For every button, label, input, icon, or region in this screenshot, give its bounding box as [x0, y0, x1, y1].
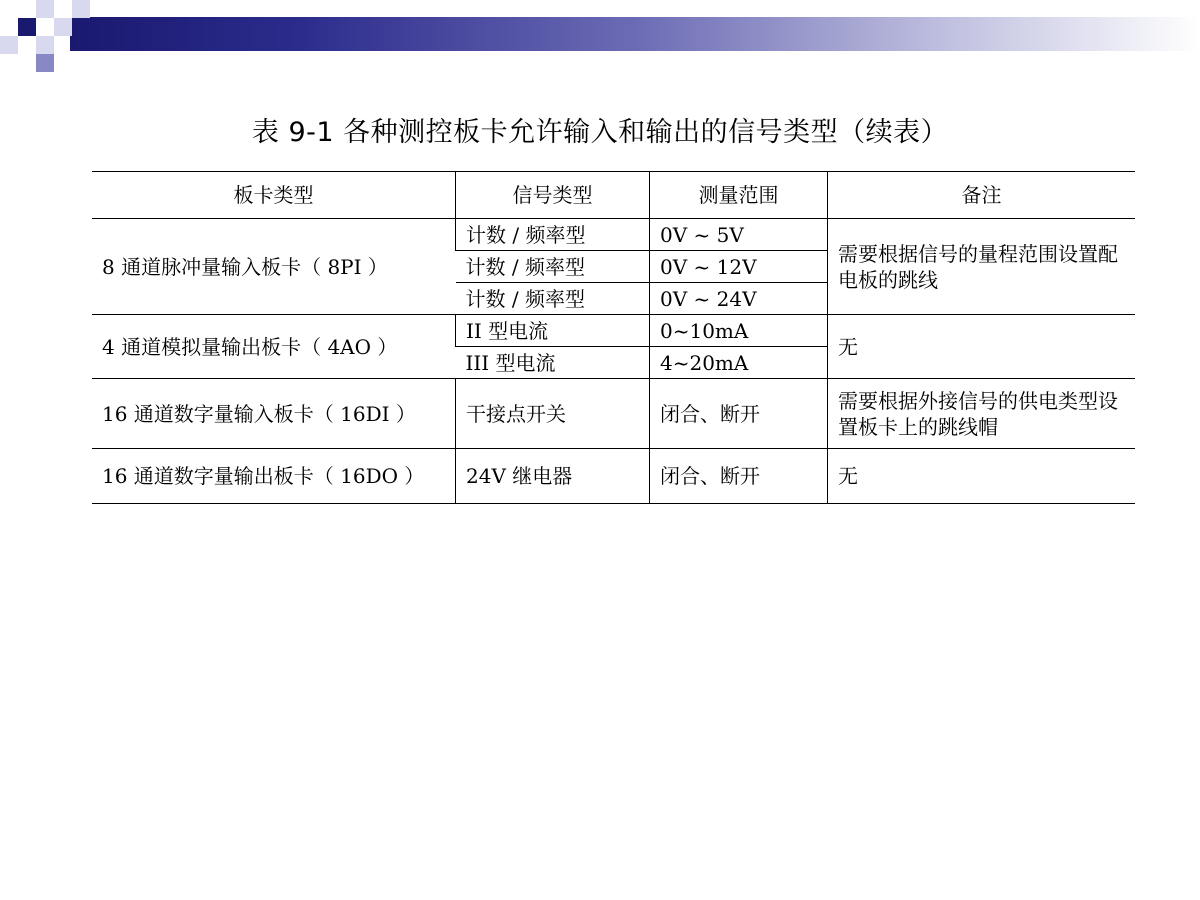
signal-cell: III 型电流: [456, 347, 650, 379]
decor-square: [72, 0, 90, 18]
header-board-type: 板卡类型: [92, 172, 456, 219]
decor-square: [36, 0, 54, 18]
decor-square: [36, 54, 54, 72]
decor-square: [0, 36, 18, 54]
decor-square: [18, 18, 36, 36]
table-row: [92, 315, 1135, 347]
header-range: 测量范围: [650, 172, 828, 219]
table-header-row: [92, 172, 1135, 219]
table-row: [92, 449, 1135, 504]
signal-cell: 计数 / 频率型: [456, 251, 650, 283]
remarks-cell: 需要根据外接信号的供电类型设置板卡上的跳线帽: [828, 379, 1136, 449]
signal-cell: 干接点开关: [456, 379, 650, 449]
signal-cell: 计数 / 频率型: [456, 219, 650, 251]
slide-title: 表 9-1 各种测控板卡允许输入和输出的信号类型（续表）: [251, 117, 949, 148]
board-cell: 16 通道数字量输出板卡（ 16DO ）: [92, 449, 456, 504]
range-cell: 0V ~ 5V: [650, 219, 828, 251]
decor-square: [54, 18, 72, 36]
remarks-cell: 无: [828, 449, 1136, 504]
header-gradient-bar: [70, 17, 1200, 51]
table-row: [92, 379, 1135, 449]
remarks-cell: 无: [828, 315, 1136, 379]
board-cell: 8 通道脉冲量输入板卡（ 8PI ）: [92, 219, 456, 315]
signal-cell: 24V 继电器: [456, 449, 650, 504]
header-signal-type: 信号类型: [456, 172, 650, 219]
remarks-cell: 需要根据信号的量程范围设置配电板的跳线: [828, 219, 1136, 315]
board-cell: 4 通道模拟量输出板卡（ 4AO ）: [92, 315, 456, 379]
range-cell: 4~20mA: [650, 347, 828, 379]
board-cell: 16 通道数字量输入板卡（ 16DI ）: [92, 379, 456, 449]
signal-type-table: [92, 171, 1135, 504]
range-cell: 闭合、断开: [650, 449, 828, 504]
table-row: [92, 219, 1135, 251]
signal-cell: II 型电流: [456, 315, 650, 347]
signal-cell: 计数 / 频率型: [456, 283, 650, 315]
range-cell: 闭合、断开: [650, 379, 828, 449]
decor-square: [36, 36, 54, 54]
range-cell: 0~10mA: [650, 315, 828, 347]
range-cell: 0V ~ 12V: [650, 251, 828, 283]
header-remarks: 备注: [828, 172, 1136, 219]
range-cell: 0V ~ 24V: [650, 283, 828, 315]
decor-square: [54, 0, 72, 18]
